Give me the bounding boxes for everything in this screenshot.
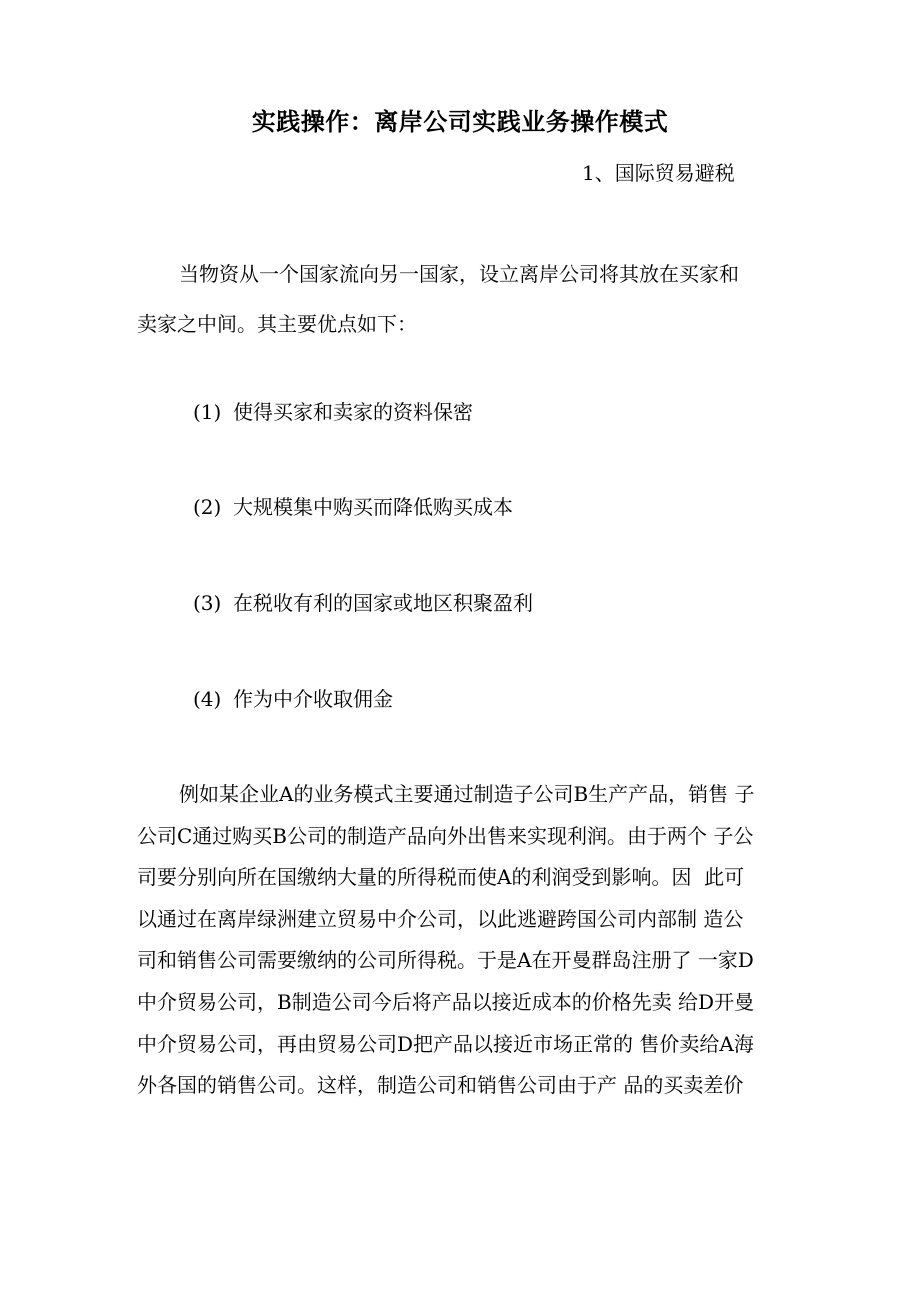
intro-line: 卖家之中间。其主要优点如下： [137, 312, 417, 336]
example-line: 司要分别向所在国缴纳大量的所得税而使A的利润受到影响。因 此可 [137, 865, 745, 890]
advantage-text: 大规模集中购买而降低购买成本 [233, 495, 513, 519]
example-line: 司和销售公司需要缴纳的公司所得税。于是A在开曼群岛注册了 一家D [137, 948, 754, 973]
advantage-text: 作为中介收取佣金 [233, 687, 393, 711]
advantage-text: 在税收有利的国家或地区积聚盈利 [233, 591, 533, 615]
advantage-number: (4) [193, 687, 222, 711]
example-line: 外各国的销售公司。这样，制造公司和销售公司由于产 品的买卖差价 [137, 1073, 744, 1098]
example-line: 中介贸易公司，B制造公司今后将产品以接近成本的价格先卖 给D开曼 [137, 989, 755, 1014]
example-line: 公司C通过购买B公司的制造产品向外出售来实现利润。由于两个 子公 [137, 823, 754, 848]
advantage-item [193, 683, 393, 712]
example-line: 以通过在离岸绿洲建立贸易中介公司，以此逃避跨国公司内部制 造公 [137, 906, 744, 931]
example-line: 例如某企业A的业务模式主要通过制造子公司B生产产品，销售 子 [179, 782, 755, 806]
advantage-number: (1) [193, 400, 222, 424]
advantage-item [193, 491, 513, 520]
advantage-number: (2) [193, 495, 222, 519]
advantage-text: 使得买家和卖家的资料保密 [233, 400, 473, 424]
advantage-item [193, 587, 533, 616]
example-line: 中介贸易公司，再由贸易公司D把产品以接近市场正常的 售价卖给A海 [137, 1031, 754, 1056]
advantage-item [193, 396, 473, 425]
advantage-number: (3) [193, 591, 222, 615]
page-title: 实践操作：离岸公司实践业务操作模式 [251, 107, 669, 136]
intro-line: 当物资从一个国家流向另一国家，设立离岸公司将其放在买家和 [179, 262, 739, 286]
example-paragraph [137, 774, 797, 1107]
intro-paragraph [137, 249, 797, 349]
section-heading: 1、国际贸易避税 [582, 161, 735, 185]
